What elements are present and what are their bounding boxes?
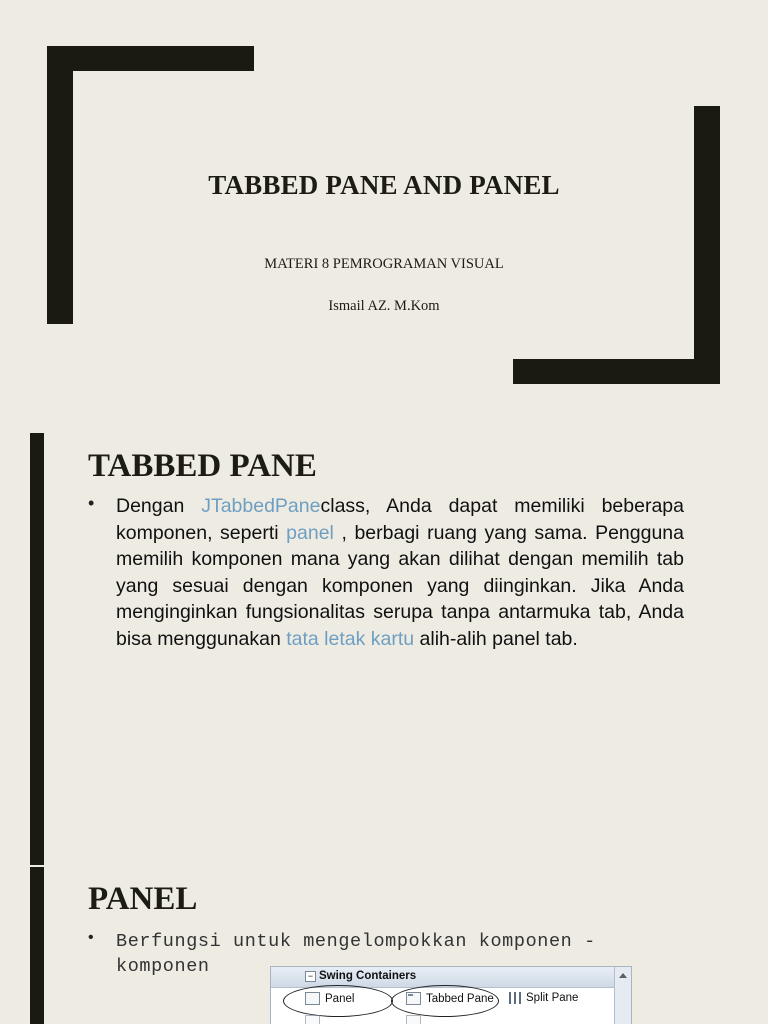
bullet-item (88, 493, 684, 652)
bullet-marker: • (88, 929, 94, 946)
palette-item-label: Split Pane (526, 992, 579, 1004)
bullet-paragraph: Berfungsi untuk mengelompokkan komponen - komponen (116, 931, 596, 977)
left-accent-bar (30, 867, 44, 1024)
palette-title: Swing Containers (319, 970, 417, 982)
palette-item-label: Tabbed Pane (426, 992, 494, 1005)
slide-author: Ismail AZ. M.Kom (328, 298, 440, 314)
slide-subtitle: MATERI 8 PEMROGRAMAN VISUAL (264, 256, 504, 272)
container-icon (305, 1015, 320, 1024)
card-layout-link[interactable]: tata letak kartu (286, 627, 415, 650)
text-run: Dengan (116, 495, 202, 517)
bullet-marker: • (88, 493, 95, 513)
scroll-up-icon[interactable] (619, 973, 627, 978)
palette-row-partial (305, 1015, 320, 1024)
left-accent-bar (30, 433, 44, 865)
slide-title: TABBED PANE AND PANEL (208, 170, 560, 200)
text-run: class, Anda dapat memiliki beberapa komponen, seperti (116, 495, 684, 544)
palette-scrollbar[interactable] (614, 967, 631, 1024)
swing-containers-palette-image (270, 966, 632, 1024)
tabbed-pane-slide (0, 410, 768, 865)
split-pane-icon (509, 992, 521, 1004)
collapse-icon[interactable]: − (305, 971, 316, 982)
text-run: , berbagi ruang yang sama. Pengguna memilih komponen mana yang akan dilihat dengan memilih tab yang sesuai dengan komponen yang diinginkan. Jika Anda menginginkan fungsionalitas serupa tanpa antarmuka tab, Anda bisa menggunakan (116, 521, 684, 650)
section-heading: PANEL (88, 881, 198, 917)
section-heading: TABBED PANE (88, 448, 317, 484)
highlight-ellipse-tabbed-pane (391, 985, 499, 1017)
panel-link[interactable]: panel (286, 521, 334, 544)
palette-item-label: Panel (325, 992, 355, 1005)
corner-bracket-top-horizontal (47, 46, 254, 71)
jtabbedpane-link[interactable]: JTabbedPane (201, 495, 321, 517)
corner-bracket-right-vertical (694, 106, 720, 384)
palette-row-partial (406, 1015, 421, 1024)
highlight-ellipse-panel (283, 985, 393, 1017)
container-icon (406, 1015, 421, 1024)
corner-bracket-bottom-horizontal (513, 359, 720, 384)
text-run: alih-alih panel tab. (414, 627, 578, 650)
panel-slide (0, 865, 768, 1024)
title-slide (0, 0, 768, 410)
palette-item-split-pane[interactable] (509, 992, 578, 1004)
bullet-paragraph (116, 493, 684, 652)
